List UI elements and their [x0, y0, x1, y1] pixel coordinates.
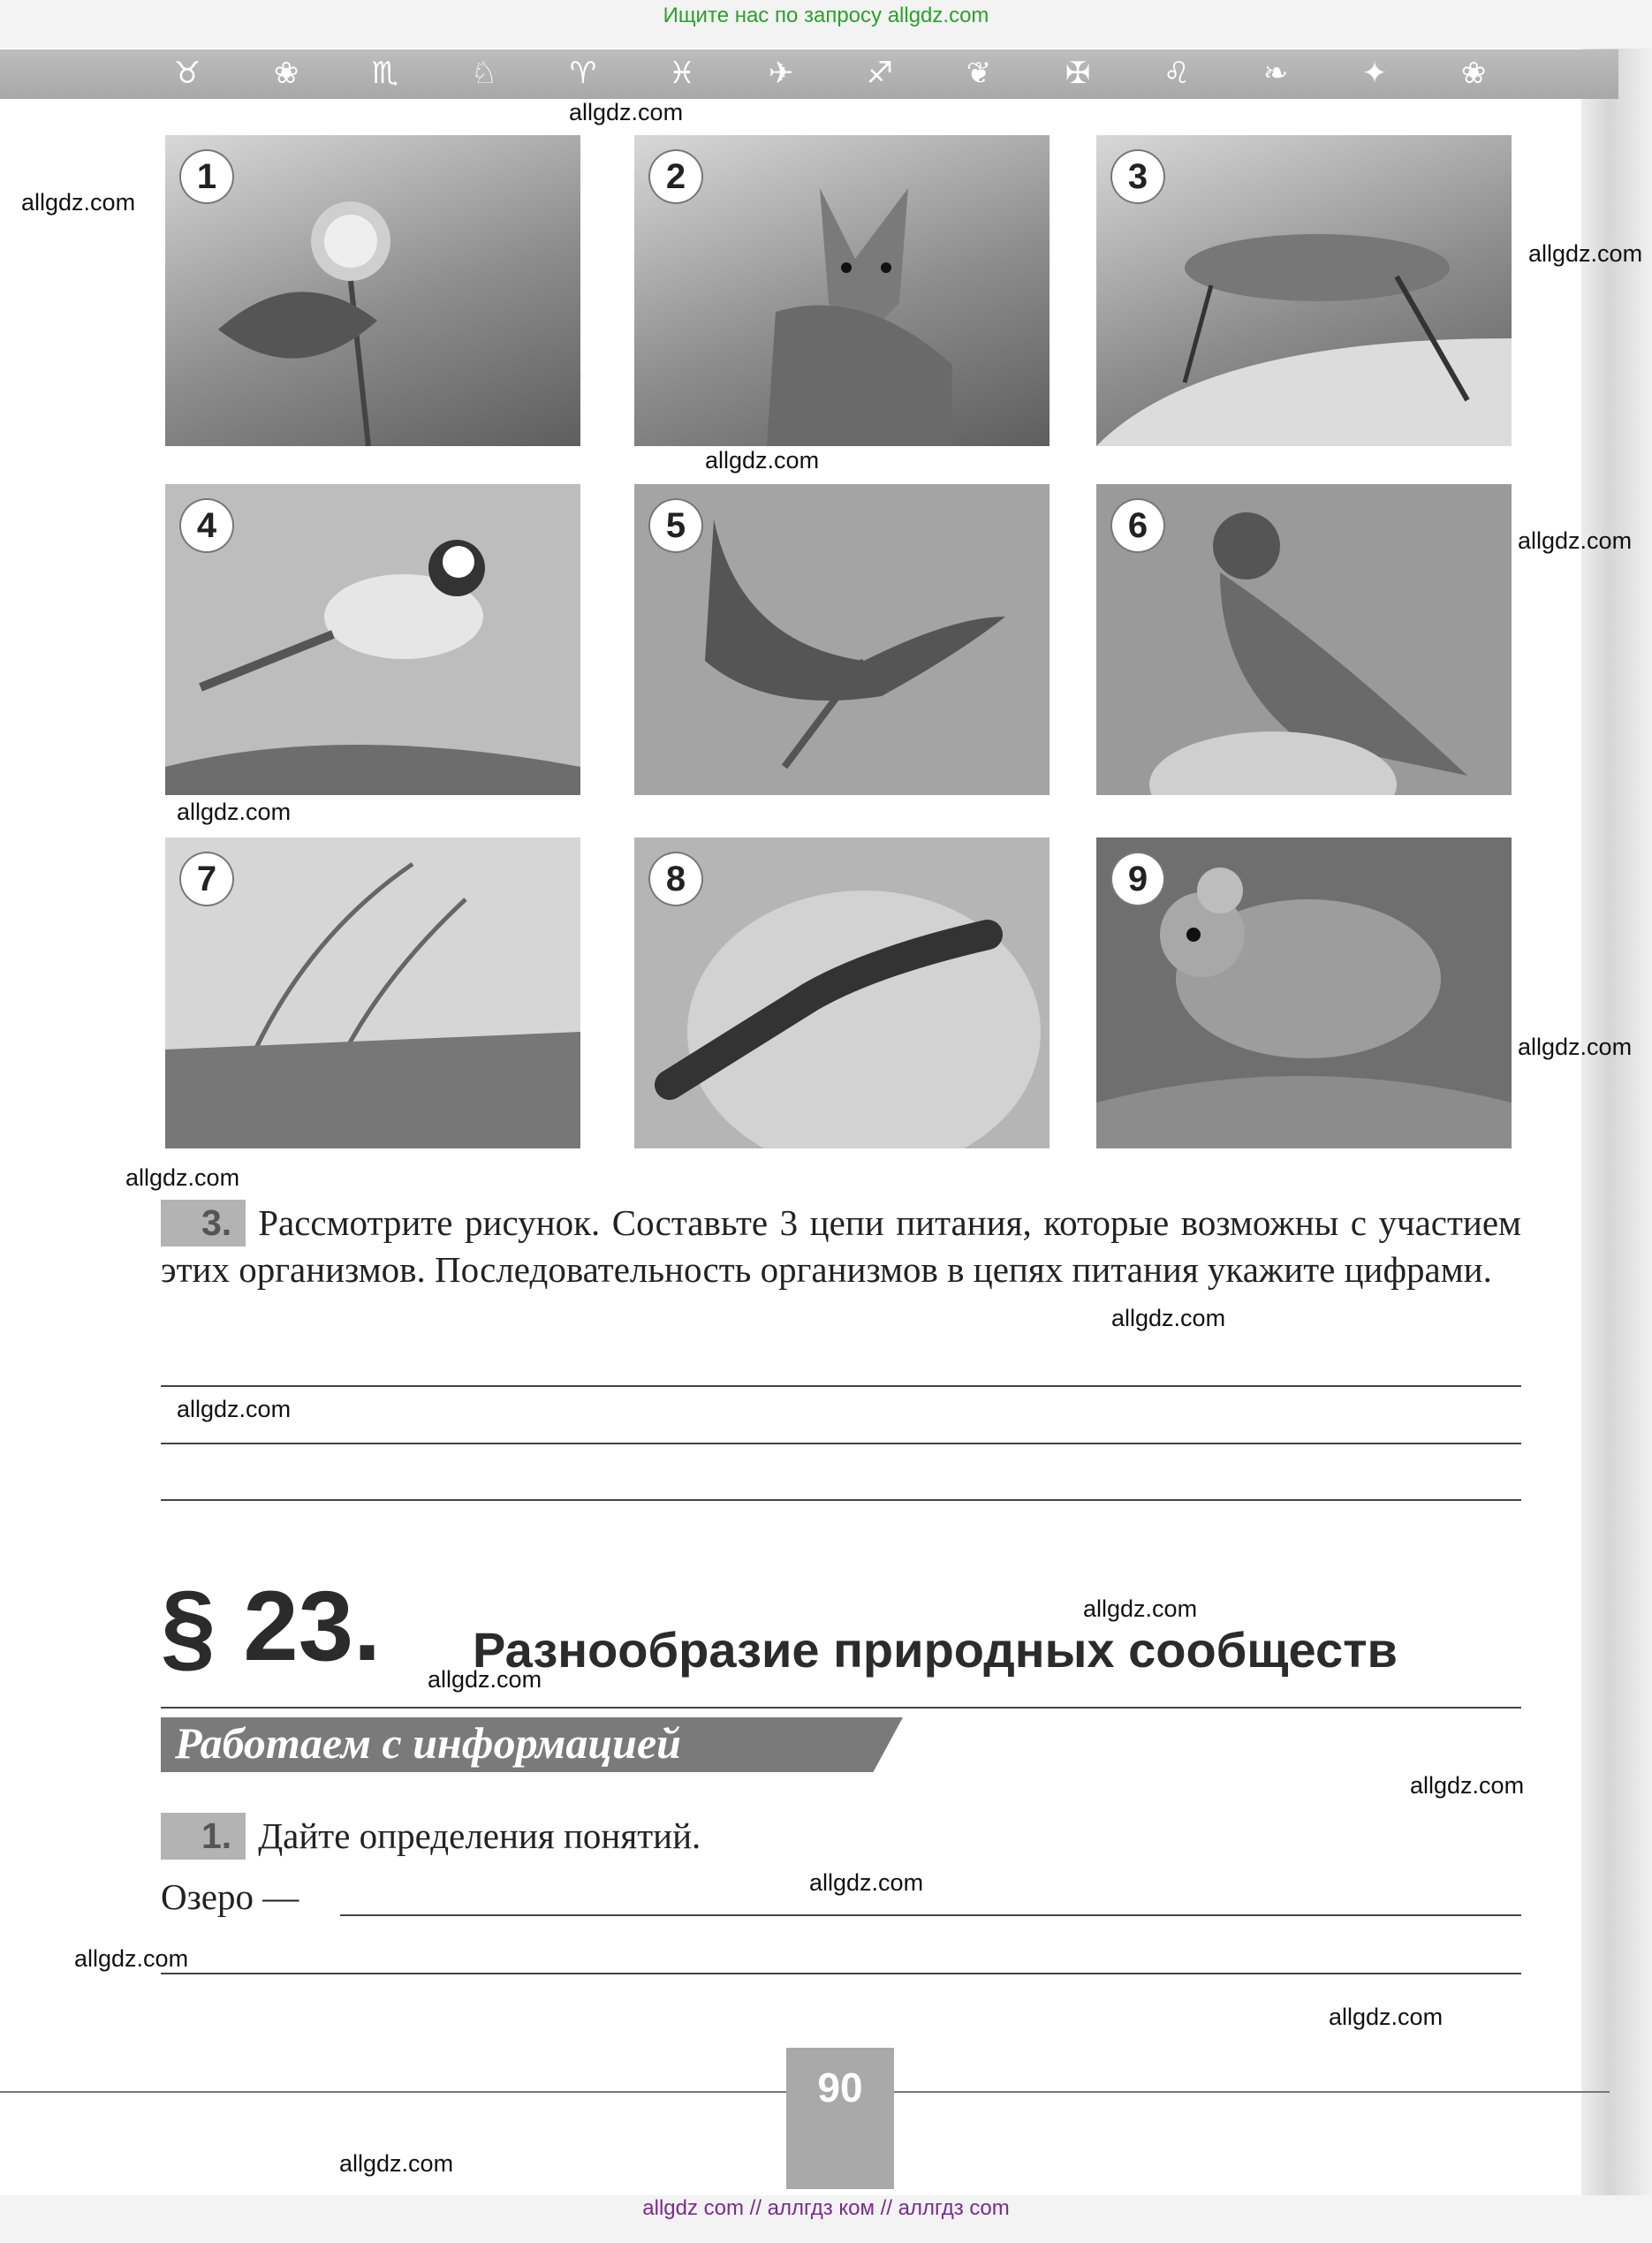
lion-icon: ♌	[1163, 56, 1191, 91]
grasshopper-image	[1096, 135, 1512, 446]
scorpion-icon: ♏	[371, 56, 399, 91]
photo-number: 7	[181, 853, 232, 905]
beetle-icon: ❦	[966, 56, 992, 91]
page-number: 90	[817, 2065, 863, 2110]
task-text: Дайте определения понятий.	[258, 1815, 701, 1856]
fish-icon: ♓	[668, 56, 696, 91]
watermark: allgdz.com	[428, 1666, 542, 1693]
answer-line[interactable]	[161, 1499, 1521, 1501]
watermark: allgdz.com	[177, 799, 292, 825]
bison-icon: ♉	[173, 56, 201, 91]
eagle-icon: ✦	[1361, 56, 1388, 91]
heading-rule	[161, 1707, 1521, 1709]
task-number: 1.	[161, 1813, 246, 1860]
task-number: 3.	[161, 1200, 246, 1247]
answer-line[interactable]	[161, 1443, 1521, 1444]
answer-line[interactable]	[161, 1973, 1521, 1974]
footer-line	[0, 2091, 786, 2093]
watermark: allgdz.com	[21, 189, 136, 216]
section-title: Работаем с информацией	[175, 1718, 681, 1768]
photo-number: 3	[1112, 151, 1163, 202]
wolf-icon: ♈	[569, 56, 597, 91]
watermark: allgdz.com	[809, 1869, 924, 1896]
task-1	[161, 1813, 1521, 1860]
photo-number: 8	[650, 853, 701, 905]
clover-image	[165, 135, 580, 446]
photo-number: 6	[1112, 500, 1163, 551]
falcon-image	[1096, 484, 1512, 795]
photo-number: 5	[650, 500, 701, 551]
watermark: allgdz.com	[1518, 1034, 1633, 1060]
footer-line	[894, 2091, 1610, 2093]
definition-term: Озеро —	[161, 1876, 299, 1917]
top-banner: Ищите нас по запросу allgdz.com	[663, 4, 989, 27]
photo-number: 1	[181, 151, 232, 202]
watermark: allgdz.com	[1083, 1595, 1198, 1622]
watermark: allgdz.com	[1518, 527, 1633, 554]
butterfly-icon: ❀	[1460, 56, 1487, 91]
task-text: Рассмотрите рисунок. Составьте 3 цепи питания, которые возможны с участием этих организмов. Последовательность организмов в цепях питания укажите цифрами.	[161, 1202, 1521, 1290]
deer-icon: ♐	[866, 56, 894, 91]
watermark: allgdz.com	[339, 2150, 454, 2177]
watermark: allgdz.com	[177, 1396, 292, 1422]
photo-number: 4	[181, 500, 232, 551]
fox-image	[634, 135, 1050, 446]
watermark: allgdz.com	[1528, 240, 1643, 267]
book-spine	[1581, 49, 1652, 2195]
watermark: allgdz.com	[1329, 2004, 1444, 2030]
answer-line[interactable]	[161, 1385, 1521, 1387]
lizard-image	[634, 484, 1050, 795]
mouse-image	[1096, 837, 1512, 1148]
watermark: allgdz.com	[125, 1164, 240, 1191]
watermark: allgdz.com	[705, 447, 820, 474]
watermark: allgdz.com	[1111, 1305, 1226, 1331]
watermark: allgdz.com	[74, 1945, 189, 1972]
wagtail-image	[165, 484, 580, 795]
butterfly-icon: ❀	[273, 56, 299, 91]
bird-icon: ✈	[768, 56, 794, 91]
answer-line[interactable]	[340, 1914, 1521, 1916]
paragraph-title: Разнообразие природных сообществ	[473, 1622, 1398, 1678]
watermark: allgdz.com	[1410, 1772, 1525, 1799]
heron-icon: ❧	[1262, 56, 1289, 91]
wheat-image	[165, 837, 580, 1148]
photo-number: 2	[650, 151, 701, 202]
task-3	[161, 1200, 1521, 1293]
paragraph-number: § 23.	[161, 1571, 382, 1681]
watermark: allgdz.com	[569, 99, 684, 125]
horse-icon: ♘	[470, 56, 498, 91]
caterpillar-image	[634, 837, 1050, 1148]
bottom-banner: allgdz com // аллгдз ком // аллгдз com	[642, 2196, 1010, 2220]
photo-number: 9	[1112, 853, 1163, 905]
dragonfly-icon: ✠	[1065, 56, 1091, 91]
